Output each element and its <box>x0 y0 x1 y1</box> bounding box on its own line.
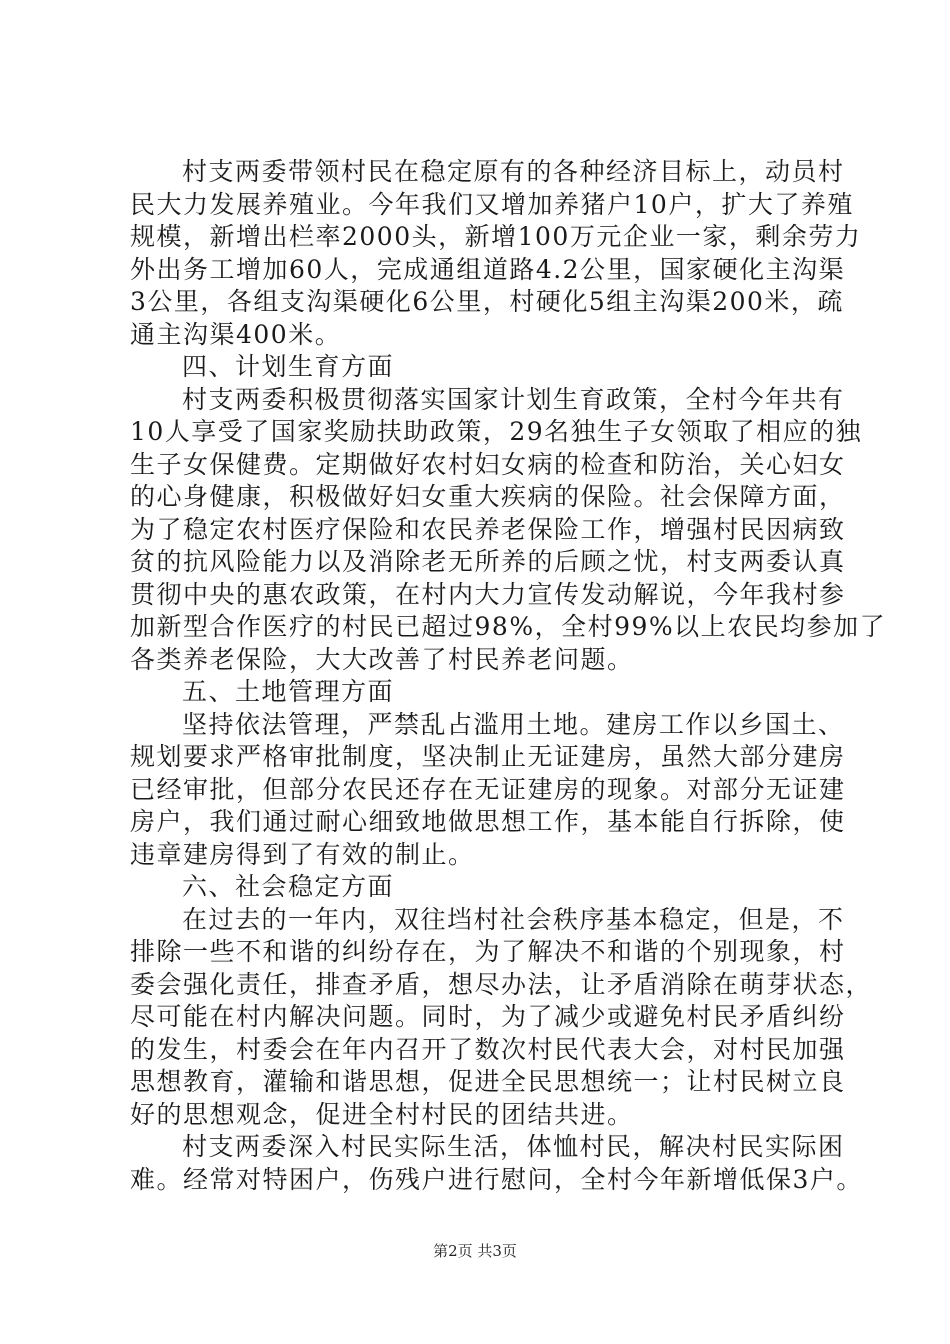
text-line: 3公里，各组支沟渠硬化6公里，村硬化5组主沟渠200米，疏 <box>130 287 844 316</box>
text-line: 各类养老保险，大大改善了村民养老问题。 <box>130 644 634 674</box>
text-line: 规模，新增出栏率2000头，新增100万元企业一家，剩余劳力 <box>130 222 862 251</box>
text-line: 10人享受了国家奖励扶助政策，29名独生子女领取了相应的独 <box>130 417 863 446</box>
text-line: 好的思想观念，促进全村村民的团结共进。 <box>130 1099 634 1129</box>
text-line: 村支两委带领村民在稳定原有的各种经济目标上，动员村 <box>182 157 845 186</box>
section-heading: 五、土地管理方面 <box>182 677 395 706</box>
text-line: 贫的抗风险能力以及消除老无所养的后顾之忧，村支两委认真 <box>130 547 846 576</box>
text-line: 村支两委积极贯彻落实国家计划生育政策，全村今年共有 <box>182 384 845 414</box>
text-line: 思想教育，灌输和谐思想，促进全民思想统一；让村民树立良 <box>130 1067 846 1096</box>
section-heading: 四、计划生育方面 <box>182 352 395 381</box>
text-line: 的心身健康，积极做好妇女重大疾病的保险。社会保障方面， <box>130 482 846 511</box>
text-line: 房户，我们通过耐心细致地做思想工作，基本能自行拆除，使 <box>130 807 846 836</box>
text-line: 生子女保健费。定期做好农村妇女病的检查和防治，关心妇女 <box>130 449 846 479</box>
text-line: 已经审批，但部分农民还存在无证建房的现象。对部分无证建 <box>130 774 846 804</box>
section-heading: 六、社会稳定方面 <box>182 872 395 901</box>
text-line: 规划要求严格审批制度，坚决制止无证建房，虽然大部分建房 <box>130 742 846 771</box>
text-line: 坚持依法管理，严禁乱占滥用土地。建房工作以乡国土、 <box>182 709 845 739</box>
text-line: 尽可能在村内解决问题。同时，为了减少或避免村民矛盾纠纷 <box>130 1002 846 1031</box>
text-line: 外出务工增加60人，完成通组道路4.2公里，国家硬化主沟渠 <box>130 254 846 284</box>
text-line: 委会强化责任，排查矛盾，想尽办法，让矛盾消除在萌芽状态， <box>130 969 873 999</box>
text-line: 排除一些不和谐的纠纷存在，为了解决不和谐的个别现象，村 <box>130 937 846 966</box>
text-line: 难。经常对特困户，伤残户进行慰问，全村今年新增低保3户。 <box>130 1164 863 1194</box>
page-number-footer: 第2页 共3页 <box>433 1242 517 1260</box>
text-line: 贯彻中央的惠农政策，在村内大力宣传发动解说，今年我村参 <box>130 579 846 609</box>
text-line: 在过去的一年内，双往垱村社会秩序基本稳定，但是，不 <box>182 904 845 934</box>
text-line: 村支两委深入村民实际生活，体恤村民，解决村民实际困 <box>182 1132 845 1161</box>
text-line: 通主沟渠400米。 <box>130 319 342 349</box>
text-line: 加新型合作医疗的村民已超过98%，全村99%以上农民均参加了 <box>130 612 887 641</box>
text-line: 违章建房得到了有效的制止。 <box>130 839 475 869</box>
text-line: 民大力发展养殖业。今年我们又增加养猪户10户，扩大了养殖 <box>130 189 854 219</box>
text-line: 的发生，村委会在年内召开了数次村民代表大会，对村民加强 <box>130 1034 846 1064</box>
text-line: 为了稳定农村医疗保险和农民养老保险工作，增强村民因病致 <box>130 514 846 544</box>
document-body <box>130 156 887 1196</box>
